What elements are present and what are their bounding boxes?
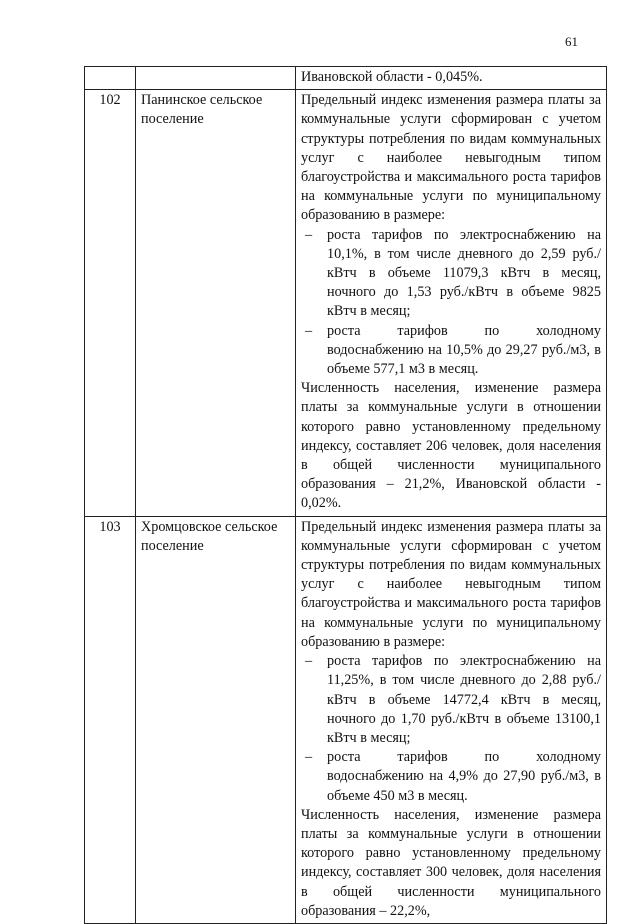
table-row xyxy=(85,90,607,516)
list-item xyxy=(301,748,601,806)
description-cell xyxy=(296,67,607,90)
bullet-marker: – xyxy=(305,749,313,766)
row-number-cell: 103 xyxy=(85,516,136,923)
list-item xyxy=(301,322,601,380)
list-item-text: роста тарифов по электроснабжению на 11,25%, в том числе дневного до 2,88 руб./кВтч в объеме 14772,4 кВтч в месяц, ночного до 1,70 руб./кВтч в объеме 13100,1 кВтч в месяц; xyxy=(327,653,601,746)
settlement-name-cell: Хромцовское сельское поселение xyxy=(136,516,296,923)
population-paragraph: Численность населения, изменение размера платы за коммунальные услуги в отношении которого равно установленному предельному индексу, составляет 300 человек, доля населения в общей численности муниципального образования – 22,2%, xyxy=(301,806,601,919)
bullet-marker: – xyxy=(305,653,313,670)
continuation-text: Ивановской области - 0,045%. xyxy=(301,69,483,85)
population-paragraph: Численность населения, изменение размера платы за коммунальные услуги в отношении которого равно установленному предельному индексу, составляет 206 человек, доля населения в общей численности муниципального образования – 21,2%, Ивановской области - 0,02%. xyxy=(301,380,601,512)
bullet-marker: – xyxy=(305,322,313,339)
row-number-cell: 102 xyxy=(85,90,136,516)
tariff-list xyxy=(301,226,601,380)
settlement-name-cell: Панинское сельское поселение xyxy=(136,90,296,516)
table-row-continuation xyxy=(85,67,607,90)
description-cell xyxy=(296,90,607,516)
list-item-text: роста тарифов по холодному водоснабжению на 4,9% до 27,90 руб./м3, в объеме 450 м3 в месяц. xyxy=(327,749,601,804)
list-item xyxy=(301,652,601,748)
table-row xyxy=(85,516,607,923)
list-item-text: роста тарифов по холодному водоснабжению на 10,5% до 29,27 руб./м3, в объеме 577,1 м3 в месяц. xyxy=(327,322,601,378)
list-item xyxy=(301,226,601,322)
settlement-name-cell xyxy=(136,67,296,90)
intro-paragraph: Предельный индекс изменения размера платы за коммунальные услуги сформирован с учетом структуры потребления по видам коммунальных услуг с наиболее невыгодным типом благоустройства и максимального роста тарифов на коммунальные услуги по муниципальному образованию в размере: xyxy=(301,92,601,224)
list-item-text: роста тарифов по электроснабжению на 10,1%, в том числе дневного до 2,59 руб./кВтч в объеме 11079,3 кВтч в месяц, ночного до 1,53 руб./кВтч в объеме 9825 кВтч в месяц; xyxy=(327,226,601,320)
description-cell xyxy=(296,516,607,923)
tariff-list xyxy=(301,652,601,806)
page-number: 61 xyxy=(565,34,578,49)
intro-paragraph: Предельный индекс изменения размера платы за коммунальные услуги сформирован с учетом структуры потребления по видам коммунальных услуг с наиболее невыгодным типом благоустройства и максимального роста тарифов на коммунальные услуги по муниципальному образованию в размере: xyxy=(301,518,601,650)
row-number-cell xyxy=(85,67,136,90)
bullet-marker: – xyxy=(305,226,313,243)
settlements-table xyxy=(84,66,607,924)
